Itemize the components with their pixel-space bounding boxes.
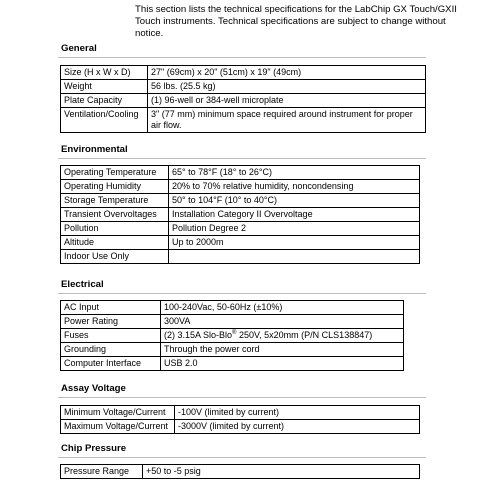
spec-label: Size (H x W x D) <box>61 66 148 80</box>
table-row <box>61 343 404 357</box>
spec-label: Fuses <box>61 329 161 343</box>
spec-value: Installation Category II Overvoltage <box>169 208 420 222</box>
table-row <box>61 315 404 329</box>
spec-label: Plate Capacity <box>61 94 148 108</box>
section-title-general: General <box>61 43 97 54</box>
spec-value: -3000V (limited by current) <box>175 420 420 434</box>
spec-value: Through the power cord <box>161 343 404 357</box>
spec-label: Pollution <box>61 222 169 236</box>
spec-table-environmental <box>60 165 420 264</box>
table-row <box>61 465 420 479</box>
spec-value: Pollution Degree 2 <box>169 222 420 236</box>
section-title-chip-pressure: Chip Pressure <box>61 443 127 454</box>
spec-table-electrical <box>60 300 404 371</box>
spec-value: USB 2.0 <box>161 357 404 371</box>
table-row <box>61 166 420 180</box>
section-divider <box>58 457 426 458</box>
spec-value: 100-240Vac, 50-60Hz (±10%) <box>161 301 404 315</box>
spec-value: 3" (77 mm) minimum space required around instrument for proper air flow. <box>148 108 426 133</box>
spec-value: 300VA <box>161 315 404 329</box>
section-divider <box>58 293 426 294</box>
spec-value: (1) 96-well or 384-well microplate <box>148 94 426 108</box>
spec-value: 27" (69cm) x 20" (51cm) x 19" (49cm) <box>148 66 426 80</box>
spec-value <box>169 250 420 264</box>
table-row <box>61 180 420 194</box>
spec-label: Grounding <box>61 343 161 357</box>
section-divider <box>58 397 426 398</box>
section-title-assay-voltage: Assay Voltage <box>61 383 126 394</box>
spec-label: Indoor Use Only <box>61 250 169 264</box>
spec-label: AC Input <box>61 301 161 315</box>
table-row <box>61 194 420 208</box>
spec-value: Up to 2000m <box>169 236 420 250</box>
spec-table-assay-voltage <box>60 405 420 434</box>
table-row <box>61 420 420 434</box>
spec-value: 56 lbs. (25.5 kg) <box>148 80 426 94</box>
spec-label: Computer Interface <box>61 357 161 371</box>
spec-value: -100V (limited by current) <box>175 406 420 420</box>
table-row <box>61 94 426 108</box>
section-title-environmental: Environmental <box>61 144 128 155</box>
spec-value: (2) 3.15A Slo-Blo® 250V, 5x20mm (P/N CLS138847) <box>161 329 404 343</box>
registered-mark: ® <box>232 330 237 336</box>
spec-value: 20% to 70% relative humidity, noncondensing <box>169 180 420 194</box>
section-divider <box>58 158 426 159</box>
table-row <box>61 329 404 343</box>
table-row <box>61 301 404 315</box>
spec-label: Transient Overvoltages <box>61 208 169 222</box>
spec-label: Altitude <box>61 236 169 250</box>
table-row <box>61 66 426 80</box>
spec-label: Storage Temperature <box>61 194 169 208</box>
table-row <box>61 250 420 264</box>
table-row <box>61 222 420 236</box>
spec-value: +50 to -5 psig <box>143 465 420 479</box>
table-row <box>61 208 420 222</box>
spec-value: 50° to 104°F (10° to 40°C) <box>169 194 420 208</box>
table-row <box>61 108 426 133</box>
section-title-electrical: Electrical <box>61 279 104 290</box>
spec-value: 65° to 78°F (18° to 26°C) <box>169 166 420 180</box>
spec-label: Weight <box>61 80 148 94</box>
table-row <box>61 406 420 420</box>
spec-label: Operating Humidity <box>61 180 169 194</box>
table-row <box>61 357 404 371</box>
spec-label: Operating Temperature <box>61 166 169 180</box>
spec-label: Ventilation/Cooling <box>61 108 148 133</box>
section-divider <box>58 57 426 58</box>
table-row <box>61 236 420 250</box>
spec-table-general <box>60 65 426 133</box>
spec-label: Minimum Voltage/Current <box>61 406 175 420</box>
spec-label: Power Rating <box>61 315 161 329</box>
spec-label: Pressure Range <box>61 465 143 479</box>
spec-table-chip-pressure <box>60 464 420 479</box>
table-row <box>61 80 426 94</box>
spec-label: Maximum Voltage/Current <box>61 420 175 434</box>
intro-paragraph: This section lists the technical specifications for the LabChip GX Touch/GXII Touch instruments. Technical specifications are subject to change without notice. <box>135 4 457 39</box>
